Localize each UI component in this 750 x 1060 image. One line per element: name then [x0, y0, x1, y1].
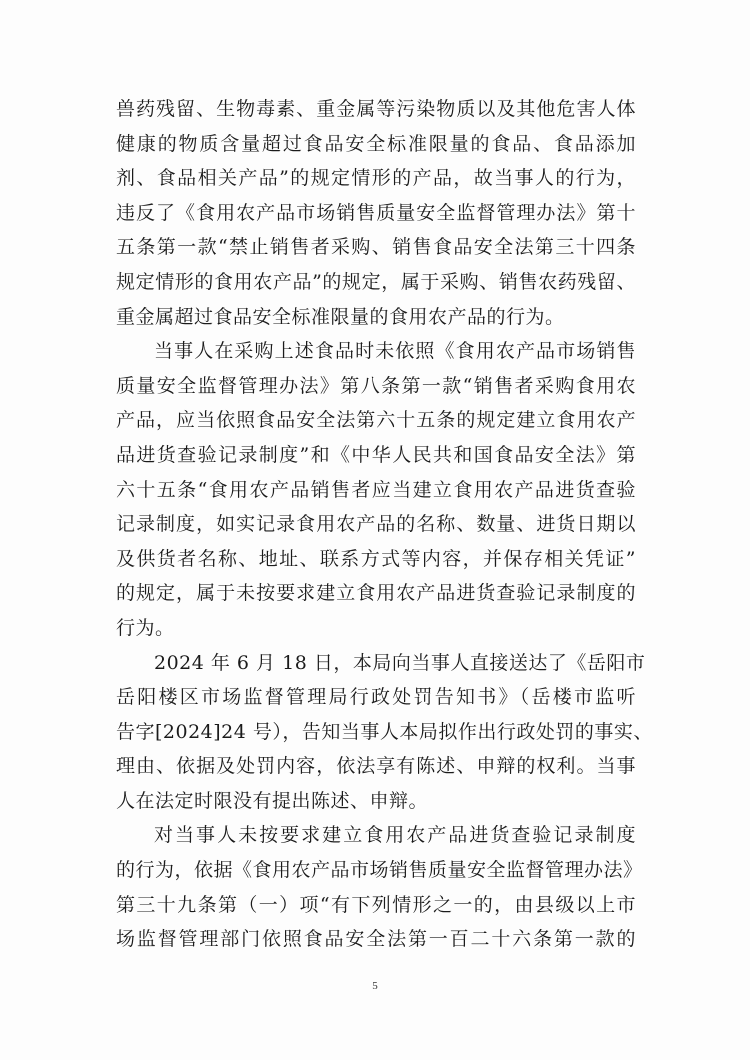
text-line: 场监督管理部门依照食品安全法第一百二十六条第一款的 — [116, 928, 636, 951]
text-line: 理由、依据及处罚内容，依法享有陈述、申辩的权利。当事 — [116, 755, 636, 778]
text-line: 对当事人未按要求建立食用农产品进货查验记录制度 — [154, 824, 636, 847]
text-line: 品进货查验记录制度”和《中华人民共和国食品安全法》第 — [116, 443, 636, 466]
text-line: 违反了《食用农产品市场销售质量安全监督管理办法》第十 — [116, 201, 636, 224]
document-body — [116, 92, 653, 957]
text-line: 规定情形的食用农产品”的规定，属于采购、销售农药残留、 — [116, 270, 636, 293]
text-line: 2024 年 6 月 18 日，本局向当事人直接送达了《岳阳市 — [154, 651, 646, 674]
paragraph-3 — [116, 646, 653, 819]
text-line: 剂、食品相关产品”的规定情形的产品，故当事人的行为， — [116, 167, 636, 190]
paragraph-1 — [116, 92, 636, 334]
text-line: 质量安全监督管理办法》第八条第一款“销售者采购食用农 — [116, 374, 636, 397]
text-line: 第三十九条第（一）项“有下列情形之一的，由县级以上市 — [116, 893, 636, 916]
text-line: 的行为，依据《食用农产品市场销售质量安全监督管理办法》 — [116, 859, 643, 882]
text-line: 岳阳楼区市场监督管理局行政处罚告知书》（岳楼市监听 — [116, 686, 636, 709]
text-line: 行为。 — [116, 616, 175, 639]
paragraph-2 — [116, 334, 636, 645]
text-line: 告字[2024]24 号），告知当事人本局拟作出行政处罚的事实、 — [116, 720, 653, 743]
text-line: 记录制度，如实记录食用农产品的名称、数量、进货日期以 — [116, 513, 636, 536]
page-number: 5 — [372, 980, 378, 992]
text-line: 的规定，属于未按要求建立食用农产品进货查验记录制度的 — [116, 582, 636, 605]
text-line: 及供货者名称、地址、联系方式等内容，并保存相关凭证” — [116, 547, 636, 570]
paragraph-4 — [116, 818, 643, 956]
text-line: 健康的物质含量超过食品安全标准限量的食品、食品添加 — [116, 132, 636, 155]
text-line: 产品，应当依照食品安全法第六十五条的规定建立食用农产 — [116, 409, 636, 432]
text-line: 重金属超过食品安全标准限量的食用农产品的行为。 — [116, 305, 565, 328]
text-line: 六十五条“食用农产品销售者应当建立食用农产品进货查验 — [116, 478, 636, 501]
text-line: 五条第一款“禁止销售者采购、销售食品安全法第三十四条 — [116, 236, 636, 259]
text-line: 人在法定时限没有提出陈述、申辩。 — [116, 789, 429, 812]
text-line: 当事人在采购上述食品时未依照《食用农产品市场销售 — [154, 340, 636, 363]
text-line: 兽药残留、生物毒素、重金属等污染物质以及其他危害人体 — [116, 98, 636, 120]
